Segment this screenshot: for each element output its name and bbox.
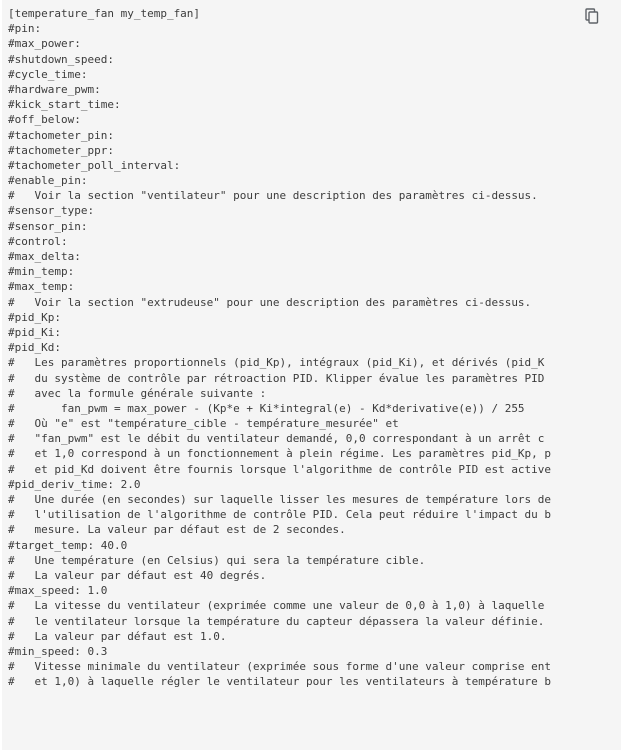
- code-line: #target_temp: 40.0: [8, 538, 128, 552]
- code-line: #pid_Ki:: [8, 325, 61, 339]
- code-line: # Où "e" est "température_cible - température_mesurée" et: [8, 417, 399, 431]
- code-line: #tachometer_poll_interval:: [8, 158, 181, 172]
- code-line: # La vitesse du ventilateur (exprimée comme une valeur de 0,0 à 1,0) à laquelle: [8, 599, 545, 613]
- code-line: #shutdown_speed:: [8, 52, 114, 66]
- code-line: # mesure. La valeur par défaut est de 2 secondes.: [8, 523, 346, 537]
- code-line: #min_speed: 0.3: [8, 644, 108, 658]
- code-line: #min_temp:: [8, 265, 75, 279]
- code-line: # fan_pwm = max_power - (Kp*e + Ki*integral(e) - Kd*derivative(e)) / 255: [8, 401, 525, 415]
- code-line: #sensor_pin:: [8, 219, 88, 233]
- code-line: # Les paramètres proportionnels (pid_Kp), intégraux (pid_Ki), et dérivés (pid_K: [8, 356, 545, 370]
- code-line: #off_below:: [8, 113, 81, 127]
- code-line: #max_power:: [8, 37, 81, 51]
- code-line: # l'utilisation de l'algorithme de contrôle PID. Cela peut réduire l'impact du b: [8, 508, 552, 522]
- code-line: # et 1,0 correspond à un fonctionnement à plein régime. Les paramètres pid_Kp, p: [8, 447, 552, 461]
- code-line: #sensor_type:: [8, 204, 95, 218]
- code-line: #pid_Kp:: [8, 310, 61, 324]
- code-line: #max_delta:: [8, 250, 81, 263]
- code-line: # Voir la section "extrudeuse" pour une description des paramètres ci-dessus.: [8, 295, 532, 309]
- code-content: [2, 0, 621, 689]
- code-line: #control:: [8, 234, 68, 248]
- code-line: #tachometer_ppr:: [8, 143, 114, 157]
- code-line: #cycle_time:: [8, 67, 88, 81]
- code-line: # le ventilateur lorsque la température du capteur dépassera la valeur définie.: [8, 614, 545, 628]
- code-line: # avec la formule générale suivante :: [8, 386, 267, 400]
- code-line: # Une température (en Celsius) qui sera la température cible.: [8, 553, 426, 567]
- code-line: # Voir la section "ventilateur" pour une description des paramètres ci-dessus.: [8, 189, 538, 203]
- code-line: #tachometer_pin:: [8, 128, 114, 142]
- copy-icon: [585, 8, 601, 24]
- code-line: # du système de contrôle par rétroaction PID. Klipper évalue les paramètres PID: [8, 371, 545, 385]
- code-line: #hardware_pwm:: [8, 82, 101, 96]
- code-line: # "fan_pwm" est le débit du ventilateur demandé, 0,0 correspondant à un arrêt c: [8, 432, 545, 446]
- code-line: #max_speed: 1.0: [8, 584, 108, 598]
- code-line: #enable_pin:: [8, 174, 88, 188]
- code-line: #pid_Kd:: [8, 341, 61, 355]
- code-line: # et pid_Kd doivent être fournis lorsque l'algorithme de contrôle PID est active: [8, 462, 552, 476]
- code-line: # Une durée (en secondes) sur laquelle lisser les mesures de température lors de: [8, 493, 552, 506]
- code-line: # La valeur par défaut est 40 degrés.: [8, 568, 267, 582]
- copy-button[interactable]: [585, 8, 601, 26]
- code-line: [temperature_fan my_temp_fan]: [8, 7, 201, 20]
- code-block: [2, 0, 621, 750]
- code-line: # Vitesse minimale du ventilateur (exprimée sous forme d'une valeur comprise ent: [8, 660, 552, 674]
- code-line: #kick_start_time:: [8, 98, 121, 112]
- code-line: #pid_deriv_time: 2.0: [8, 477, 141, 491]
- code-line: #max_temp:: [8, 280, 75, 294]
- code-line: #pin:: [8, 22, 42, 36]
- code-line: # et 1,0) à laquelle régler le ventilateur pour les ventilateurs à température b: [8, 675, 552, 689]
- code-line: # La valeur par défaut est 1.0.: [8, 629, 227, 643]
